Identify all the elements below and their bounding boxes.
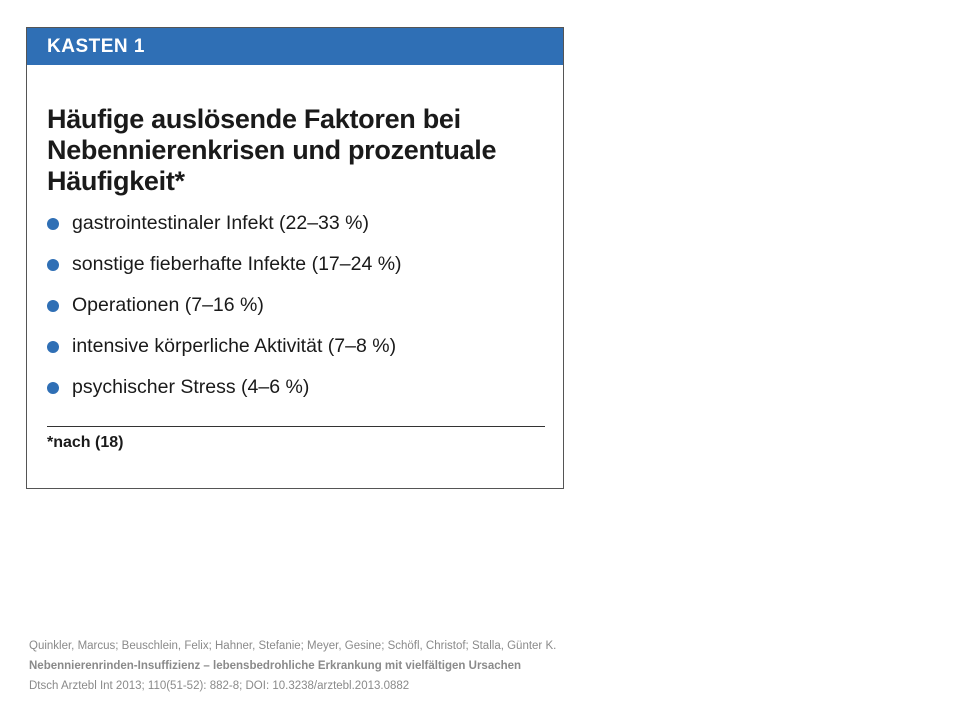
list-item (47, 245, 402, 286)
citation-source: Dtsch Arztebl Int 2013; 110(51-52): 882-8; DOI: 10.3238/arztebl.2013.0882 (29, 680, 410, 692)
box-header: KASTEN 1 (27, 28, 563, 65)
bullet-icon (47, 341, 59, 353)
bullet-icon (47, 300, 59, 312)
list-item-label: intensive körperliche Aktivität (7–8 %) (72, 335, 397, 357)
citation-authors: Quinkler, Marcus; Beuschlein, Felix; Hahner, Stefanie; Meyer, Gesine; Schöfl, Christof; Stalla, Günter K. (29, 640, 557, 652)
footnote: *nach (18) (47, 434, 124, 451)
list-item (47, 286, 402, 327)
factor-list (47, 204, 402, 409)
info-box (26, 27, 564, 489)
bullet-icon (47, 259, 59, 271)
footnote-divider (47, 426, 545, 427)
bullet-icon (47, 218, 59, 230)
citation-title: Nebennierenrinden-Insuffizienz – lebensbedrohliche Erkrankung mit vielfältigen Ursachen (29, 660, 522, 672)
bullet-icon (47, 382, 59, 394)
list-item (47, 204, 402, 245)
list-item-label: gastrointestinaler Infekt (22–33 %) (72, 212, 369, 234)
list-item (47, 327, 402, 368)
box-title: Häufige auslösende Faktoren bei Nebennierenkrisen und prozentuale Häufigkeit* (47, 104, 497, 196)
list-item-label: sonstige fieberhafte Infekte (17–24 %) (72, 253, 402, 275)
list-item (47, 368, 402, 409)
list-item-label: psychischer Stress (4–6 %) (72, 376, 310, 398)
citation (29, 636, 556, 696)
list-item-label: Operationen (7–16 %) (72, 294, 264, 316)
